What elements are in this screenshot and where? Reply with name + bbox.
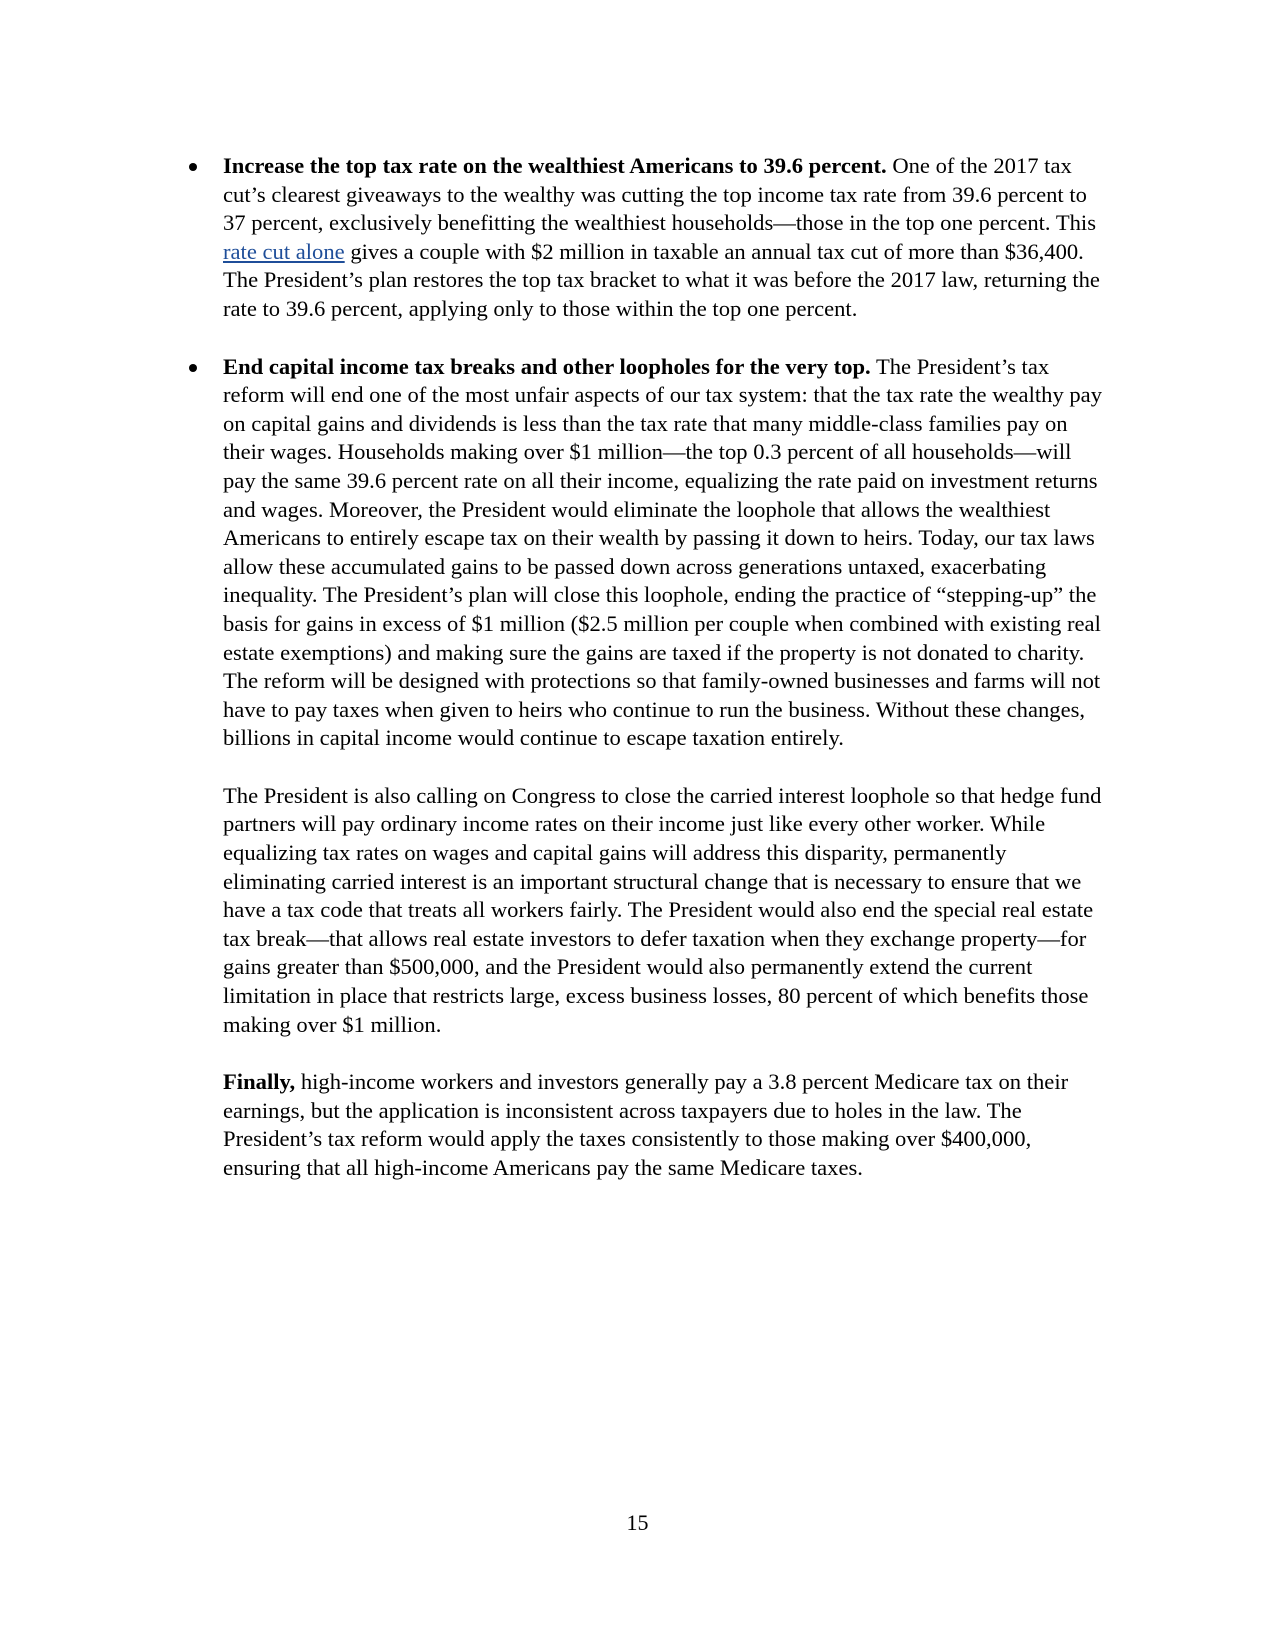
bullet-text-continued: gives a couple with $2 million in taxable an annual tax cut of more than $36,400. The President’s plan restores the top tax bracket to what it was before the 2017 law, returning the rate to 39.6 percent, applying only to those within the top one percent.	[223, 238, 1100, 321]
medicare-text: high-income workers and investors generally pay a 3.8 percent Medicare tax on their earnings, but the application is inconsistent across taxpayers due to holes in the law. The President’s tax reform would apply the taxes consistently to those making over $400,000, ensuring that all high-income Americans pay the same Medicare taxes.	[223, 1069, 1069, 1180]
bullet-heading: Increase the top tax rate on the wealthiest Americans to 39.6 percent.	[223, 153, 887, 178]
bullet-paragraph	[223, 152, 1103, 324]
bullet-heading: End capital income tax breaks and other loopholes for the very top.	[223, 353, 871, 379]
bullet-text: The President’s tax reform will end one of the most unfair aspects of our tax system: that the tax rate the wealthy pay on capital gains and dividends is less than the tax rate that many middle-class families pay on their wages. Households making over $1 million—the top 0.3 percent of all households—will pay the same 39.6 percent rate on all their income, equalizing the rate paid on investment returns and wages. Moreover, the President would eliminate the loophole that allows the wealthiest Americans to entirely escape tax on their wealth by passing it down to heirs. Today, our tax laws allow these accumulated gains to be passed down across generations untaxed, exacerbating inequality. The President’s plan will close this loophole, ending the practice of “stepping-up” the basis for gains in excess of $1 million ($2.5 million per couple when combined with existing real estate exemptions) and making sure the gains are taxed if the property is not donated to charity. The reform will be designed with protections so that family-owned businesses and farms will not have to pay taxes when given to heirs who continue to run the business. Without these changes, billions in capital income would continue to escape taxation entirely.	[223, 353, 1103, 751]
rate-cut-alone-link[interactable]: rate cut alone	[223, 238, 345, 264]
bullet-item-top-tax-rate	[223, 152, 1103, 324]
bullet-item-capital-income	[223, 353, 1103, 1183]
bullet-text: One of the 2017 tax cut’s clearest giveaways to the wealthy was cutting the top income tax rate from 39.6 percent to 37 percent, exclusively benefitting the wealthiest households—those in the top one percent. This	[223, 153, 1096, 236]
bullet-paragraph	[223, 353, 1103, 753]
medicare-lead-word: Finally,	[223, 1069, 296, 1095]
page-content	[223, 152, 1103, 1183]
bullet-icon	[189, 163, 197, 171]
bullet-icon	[189, 364, 197, 372]
medicare-paragraph	[223, 1068, 1103, 1182]
carried-interest-paragraph: The President is also calling on Congress to close the carried interest loophole so that hedge fund partners will pay ordinary income rates on their income just like every other worker. While equalizing tax rates on wages and capital gains will address this disparity, permanently eliminating carried interest is an important structural change that is necessary to ensure that we have a tax code that treats all workers fairly. The President would also end the special real estate tax break—that allows real estate investors to defer taxation when they exchange property—for gains greater than $500,000, and the President would also permanently extend the current limitation in place that restricts large, excess business losses, 80 percent of which benefits those making over $1 million.	[223, 782, 1102, 1037]
page-number: 15	[626, 1510, 649, 1535]
